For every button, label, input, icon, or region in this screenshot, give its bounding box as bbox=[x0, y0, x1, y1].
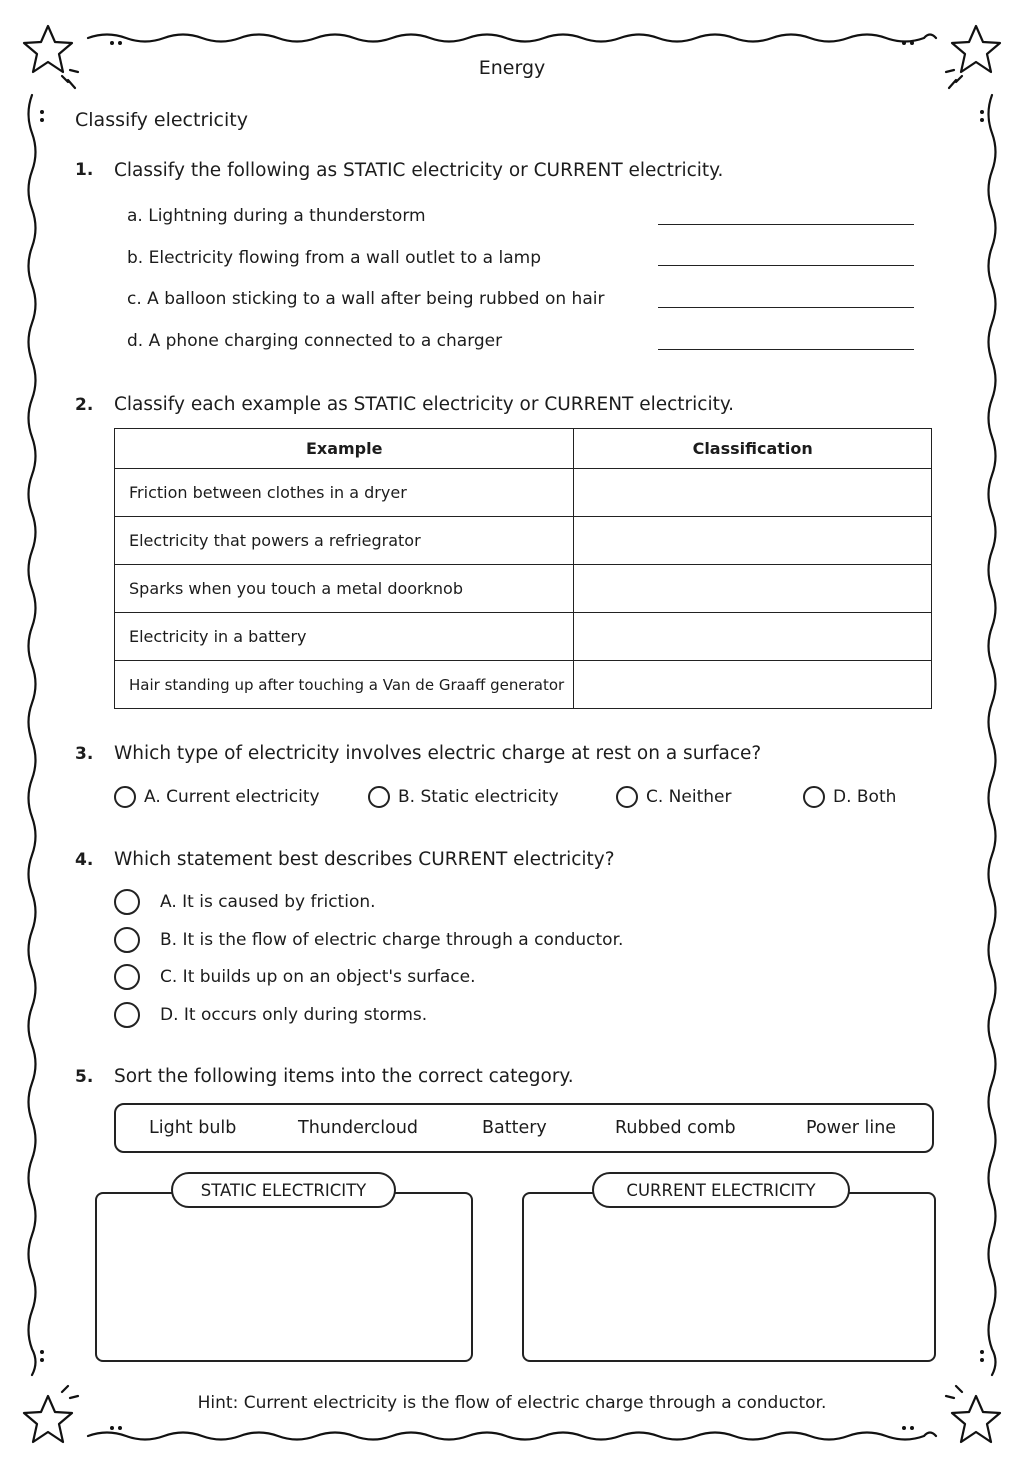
classification-answer-cell[interactable] bbox=[574, 661, 932, 709]
radio-button[interactable] bbox=[616, 786, 638, 808]
word-bank-item[interactable]: Rubbed comb bbox=[615, 1118, 736, 1138]
option-label: B. Static electricity bbox=[398, 787, 559, 807]
hint-text: Hint: Current electricity is the flow of electric charge through a conductor. bbox=[197, 1393, 827, 1413]
example-cell: Friction between clothes in a dryer bbox=[115, 469, 574, 517]
static-electricity-drop-box[interactable] bbox=[95, 1192, 473, 1362]
q1-item-a: a. Lightning during a thunderstorm bbox=[127, 206, 426, 226]
column-header-classification: Classification bbox=[574, 429, 932, 469]
option-label: D. Both bbox=[833, 787, 897, 807]
q4-option-d[interactable] bbox=[114, 1002, 427, 1028]
q4-option-b[interactable] bbox=[114, 927, 623, 953]
option-label: B. It is the flow of electric charge through a conductor. bbox=[160, 930, 624, 950]
table-row bbox=[115, 565, 932, 613]
option-label: A. Current electricity bbox=[144, 787, 320, 807]
word-bank-item[interactable]: Power line bbox=[806, 1118, 897, 1138]
q1-item-c: c. A balloon sticking to a wall after being rubbed on hair bbox=[127, 289, 605, 309]
question-3-text: Which type of electricity involves electric charge at rest on a surface? bbox=[114, 743, 762, 764]
static-electricity-label: STATIC ELECTRICITY bbox=[171, 1172, 396, 1208]
q3-option-d[interactable] bbox=[803, 786, 896, 808]
table-row bbox=[115, 613, 932, 661]
q1-item-b: b. Electricity flowing from a wall outlet to a lamp bbox=[127, 248, 541, 268]
classification-table bbox=[114, 428, 932, 709]
current-electricity-drop-box[interactable] bbox=[522, 1192, 936, 1362]
right-wavy-border bbox=[989, 95, 996, 1375]
radio-button[interactable] bbox=[114, 786, 136, 808]
q1-item-d: d. A phone charging connected to a charger bbox=[127, 331, 503, 351]
top-wavy-border bbox=[88, 35, 936, 42]
table-row bbox=[115, 517, 932, 565]
classification-answer-cell[interactable] bbox=[574, 613, 932, 661]
table-row bbox=[115, 661, 932, 709]
example-cell: Hair standing up after touching a Van de Graaff generator bbox=[115, 661, 574, 709]
radio-button[interactable] bbox=[114, 964, 140, 990]
q3-option-b[interactable] bbox=[368, 786, 559, 808]
question-2-text: Classify each example as STATIC electricity or CURRENT electricity. bbox=[114, 394, 735, 415]
word-bank-item[interactable]: Light bulb bbox=[149, 1118, 237, 1138]
section-subtitle: Classify electricity bbox=[75, 109, 248, 131]
table-row bbox=[115, 469, 932, 517]
page-title: Energy bbox=[478, 57, 546, 79]
q1-answer-line-b[interactable] bbox=[658, 265, 914, 266]
question-1-text: Classify the following as STATIC electricity or CURRENT electricity. bbox=[114, 160, 724, 181]
word-bank-item[interactable]: Battery bbox=[482, 1118, 547, 1138]
q3-option-c[interactable] bbox=[616, 786, 731, 808]
q1-answer-line-a[interactable] bbox=[658, 224, 914, 225]
q4-option-c[interactable] bbox=[114, 964, 476, 990]
column-header-example: Example bbox=[115, 429, 574, 469]
current-electricity-label: CURRENT ELECTRICITY bbox=[592, 1172, 850, 1208]
question-2-number: 2. bbox=[75, 395, 94, 415]
q3-option-a[interactable] bbox=[114, 786, 320, 808]
example-cell: Electricity in a battery bbox=[115, 613, 574, 661]
q1-answer-line-d[interactable] bbox=[658, 349, 914, 350]
question-5-text: Sort the following items into the correct category. bbox=[114, 1066, 574, 1087]
question-1-number: 1. bbox=[75, 160, 94, 180]
example-cell: Electricity that powers a refriegrator bbox=[115, 517, 574, 565]
radio-button[interactable] bbox=[114, 927, 140, 953]
classification-answer-cell[interactable] bbox=[574, 517, 932, 565]
radio-button[interactable] bbox=[368, 786, 390, 808]
question-5-number: 5. bbox=[75, 1067, 94, 1087]
q4-option-a[interactable] bbox=[114, 889, 376, 915]
option-label: D. It occurs only during storms. bbox=[160, 1005, 428, 1025]
classification-answer-cell[interactable] bbox=[574, 469, 932, 517]
question-3-number: 3. bbox=[75, 744, 94, 764]
question-4-number: 4. bbox=[75, 850, 94, 870]
bottom-wavy-border bbox=[88, 1433, 936, 1440]
q1-answer-line-c[interactable] bbox=[658, 307, 914, 308]
radio-button[interactable] bbox=[114, 1002, 140, 1028]
option-label: C. It builds up on an object's surface. bbox=[160, 967, 476, 987]
word-bank-item[interactable]: Thundercloud bbox=[298, 1118, 419, 1138]
option-label: C. Neither bbox=[646, 787, 732, 807]
radio-button[interactable] bbox=[803, 786, 825, 808]
option-label: A. It is caused by friction. bbox=[160, 892, 376, 912]
example-cell: Sparks when you touch a metal doorknob bbox=[115, 565, 574, 613]
radio-button[interactable] bbox=[114, 889, 140, 915]
table-header-row bbox=[115, 429, 932, 469]
left-wavy-border bbox=[29, 95, 36, 1375]
classification-answer-cell[interactable] bbox=[574, 565, 932, 613]
question-4-text: Which statement best describes CURRENT electricity? bbox=[114, 849, 615, 870]
